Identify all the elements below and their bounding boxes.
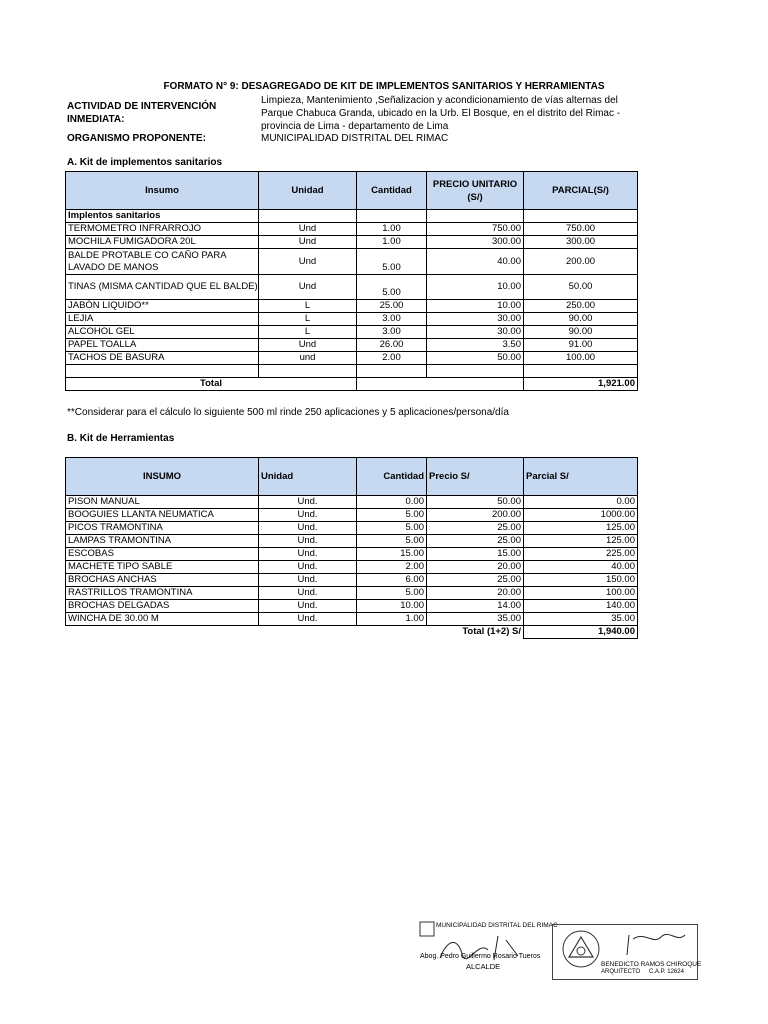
cell-parcial: 250.00 [524, 300, 638, 313]
cell-parcial: 140.00 [524, 600, 638, 613]
cell-unidad: L [259, 313, 357, 326]
col-parcial: Parcial S/ [524, 458, 638, 496]
total-label: Total (1+2) S/ [66, 626, 524, 639]
cell-cantidad: 15.00 [357, 548, 427, 561]
col-unidad: Unidad [259, 458, 357, 496]
cell-unidad: Und [259, 236, 357, 249]
total-row [66, 378, 638, 391]
table-row [66, 339, 638, 352]
cell-precio: 3.50 [427, 339, 524, 352]
empty-row [66, 365, 638, 378]
arquitecto-stamp [552, 924, 702, 980]
section-b-heading: B. Kit de Herramientas [67, 433, 175, 444]
cell-insumo: BOOGUIES LLANTA NEUMATICA [66, 509, 259, 522]
table-row [66, 313, 638, 326]
table-row [66, 535, 638, 548]
cell-precio: 50.00 [427, 496, 524, 509]
cell-precio: 20.00 [427, 561, 524, 574]
cell-insumo: BROCHAS ANCHAS [66, 574, 259, 587]
cell-parcial: 90.00 [524, 326, 638, 339]
cell-parcial: 1000.00 [524, 509, 638, 522]
cell-unidad: Und. [259, 587, 357, 600]
cell-precio: 20.00 [427, 587, 524, 600]
cell-parcial: 225.00 [524, 548, 638, 561]
cell-cantidad: 5.00 [357, 275, 427, 300]
table-row [66, 574, 638, 587]
actividad-line-2: Parque Chabuca Granda, ubicado en la Urb. El Bosque, en el distrito del Rimac - [261, 108, 621, 119]
cell-parcial: 35.00 [524, 613, 638, 626]
cell-parcial: 125.00 [524, 522, 638, 535]
cell-unidad: Und. [259, 574, 357, 587]
stamp-architect-cap: C.A.P. 12624 [649, 969, 684, 975]
table-row [66, 275, 638, 300]
cell-cantidad: 5.00 [357, 509, 427, 522]
col-cantidad: Cantidad [357, 172, 427, 210]
cell-parcial: 100.00 [524, 352, 638, 365]
table-row [66, 300, 638, 313]
cell-precio: 40.00 [427, 249, 524, 275]
cell-unidad: Und. [259, 548, 357, 561]
col-unidad: Unidad [259, 172, 357, 210]
cell-cantidad: 3.00 [357, 313, 427, 326]
cell-unidad: Und. [259, 522, 357, 535]
table-row [66, 509, 638, 522]
cell-precio: 14.00 [427, 600, 524, 613]
cell-parcial: 125.00 [524, 535, 638, 548]
cell-precio: 50.00 [427, 352, 524, 365]
cell-cantidad: 1.00 [357, 223, 427, 236]
cell-insumo: TACHOS DE BASURA [66, 352, 259, 365]
organismo-label: ORGANISMO PROPONENTE: [67, 133, 206, 144]
cell-parcial: 150.00 [524, 574, 638, 587]
document-title: FORMATO N° 9: DESAGREGADO DE KIT DE IMPLEMENTOS SANITARIOS Y HERRAMIENTAS [163, 81, 605, 92]
cell-cantidad: 5.00 [357, 587, 427, 600]
table-row [66, 326, 638, 339]
cell-insumo: LEJIA [66, 313, 259, 326]
cell-precio: 750.00 [427, 223, 524, 236]
table-row [66, 496, 638, 509]
stamp-architect-role: ARQUITECTO [601, 969, 641, 975]
total-value: 1,921.00 [524, 378, 638, 391]
table-row [66, 548, 638, 561]
cell-insumo: ESCOBAS [66, 548, 259, 561]
cell-unidad: Und [259, 275, 357, 300]
cell-parcial: 40.00 [524, 561, 638, 574]
cell-cantidad: 26.00 [357, 339, 427, 352]
cell-unidad: Und. [259, 496, 357, 509]
cell-unidad: Und. [259, 535, 357, 548]
cell-cantidad: 2.00 [357, 561, 427, 574]
footnote: **Considerar para el cálculo lo siguiente 500 ml rinde 250 aplicaciones y 5 aplicaciones/persona/día [67, 407, 509, 418]
col-cantidad: Cantidad [357, 458, 427, 496]
table-row [66, 223, 638, 236]
cell-insumo: BALDE PROTABLE CO CAÑO PARA LAVADO DE MANOS [66, 249, 259, 275]
cell-unidad: Und. [259, 561, 357, 574]
cell-unidad: Und [259, 223, 357, 236]
cell-insumo: JABÓN LIQUIDO** [66, 300, 259, 313]
cell-insumo: BROCHAS DELGADAS [66, 600, 259, 613]
cell-precio: 30.00 [427, 326, 524, 339]
table-row [66, 600, 638, 613]
cell-cantidad: 1.00 [357, 613, 427, 626]
alcalde-stamp [418, 920, 558, 978]
cell-cantidad: 10.00 [357, 600, 427, 613]
cell-unidad: L [259, 326, 357, 339]
cell-insumo: RASTRILLOS TRAMONTINA [66, 587, 259, 600]
cell-unidad: und [259, 352, 357, 365]
cell-insumo: MACHETE TIPO SABLE [66, 561, 259, 574]
stamp-header: MUNICIPALIDAD DISTRITAL DEL RIMAC [436, 922, 558, 929]
cell-precio: 25.00 [427, 574, 524, 587]
cell-unidad: Und [259, 249, 357, 275]
group-label: Implentos sanitarios [66, 210, 259, 223]
cell-precio: 10.00 [427, 300, 524, 313]
cell-parcial: 90.00 [524, 313, 638, 326]
cell-precio: 30.00 [427, 313, 524, 326]
cell-cantidad: 2.00 [357, 352, 427, 365]
actividad-line-3: provincia de Lima - departamento de Lima [261, 121, 449, 132]
cell-unidad: Und [259, 339, 357, 352]
cell-insumo: TINAS (MISMA CANTIDAD QUE EL BALDE) [66, 275, 259, 300]
cell-insumo: PISON MANUAL [66, 496, 259, 509]
cell-insumo: WINCHA DE 30.00 M [66, 613, 259, 626]
cell-insumo: ALCOHOL GEL [66, 326, 259, 339]
cell-parcial: 91.00 [524, 339, 638, 352]
col-precio: Precio S/ [427, 458, 524, 496]
col-precio-unitario: PRECIO UNITARIO (S/) [427, 172, 524, 210]
cell-insumo: LAMPAS TRAMONTINA [66, 535, 259, 548]
table-implementos-sanitarios [65, 171, 638, 391]
col-insumo: Insumo [66, 172, 259, 210]
cell-cantidad: 3.00 [357, 326, 427, 339]
cell-cantidad: 5.00 [357, 522, 427, 535]
cell-cantidad: 1.00 [357, 236, 427, 249]
cell-parcial: 750.00 [524, 223, 638, 236]
col-parcial: PARCIAL(S/) [524, 172, 638, 210]
organismo-value: MUNICIPALIDAD DISTRITAL DEL RIMAC [261, 133, 449, 144]
total-label: Total [66, 378, 357, 391]
cell-cantidad: 6.00 [357, 574, 427, 587]
col-insumo: INSUMO [66, 458, 259, 496]
cell-insumo: MOCHILA FUMIGADORA 20L [66, 236, 259, 249]
cell-parcial: 50.00 [524, 275, 638, 300]
table-row [66, 522, 638, 535]
table-row [66, 561, 638, 574]
cell-parcial: 100.00 [524, 587, 638, 600]
cell-unidad: Und. [259, 509, 357, 522]
section-a-heading: A. Kit de implementos sanitarios [67, 157, 223, 168]
cell-parcial: 200.00 [524, 249, 638, 275]
total-row [66, 626, 638, 639]
cell-precio: 25.00 [427, 535, 524, 548]
cell-precio: 25.00 [427, 522, 524, 535]
cell-cantidad: 0.00 [357, 496, 427, 509]
table-herramientas [65, 457, 638, 639]
cell-precio: 35.00 [427, 613, 524, 626]
cell-insumo: PAPEL TOALLA [66, 339, 259, 352]
group-row [66, 210, 638, 223]
cell-precio: 15.00 [427, 548, 524, 561]
cell-cantidad: 5.00 [357, 535, 427, 548]
table-row [66, 613, 638, 626]
actividad-label: ACTIVIDAD DE INTERVENCIÓN INMEDIATA: [67, 101, 217, 125]
cell-cantidad: 25.00 [357, 300, 427, 313]
cell-unidad: Und. [259, 613, 357, 626]
stamp-role: ALCALDE [466, 962, 501, 971]
cell-precio: 300.00 [427, 236, 524, 249]
cell-precio: 10.00 [427, 275, 524, 300]
cell-parcial: 300.00 [524, 236, 638, 249]
table-row [66, 352, 638, 365]
cell-unidad: L [259, 300, 357, 313]
actividad-line-1: Limpieza, Mantenimiento ,Señalizacion y acondicionamiento de vías alternas del [261, 95, 618, 106]
cell-insumo: TERMOMETRO INFRARROJO [66, 223, 259, 236]
stamp-name: Abog. Pedro Guillermo Rosario Tueros [420, 953, 541, 960]
stamp-architect-name: BENEDICTO RAMOS CHIROQUE [601, 961, 702, 968]
cell-insumo: PICOS TRAMONTINA [66, 522, 259, 535]
table-row [66, 249, 638, 275]
total-value: 1,940.00 [524, 626, 638, 639]
cell-unidad: Und. [259, 600, 357, 613]
cell-parcial: 0.00 [524, 496, 638, 509]
cell-cantidad: 5.00 [357, 249, 427, 275]
table-row [66, 236, 638, 249]
table-row [66, 587, 638, 600]
cell-precio: 200.00 [427, 509, 524, 522]
